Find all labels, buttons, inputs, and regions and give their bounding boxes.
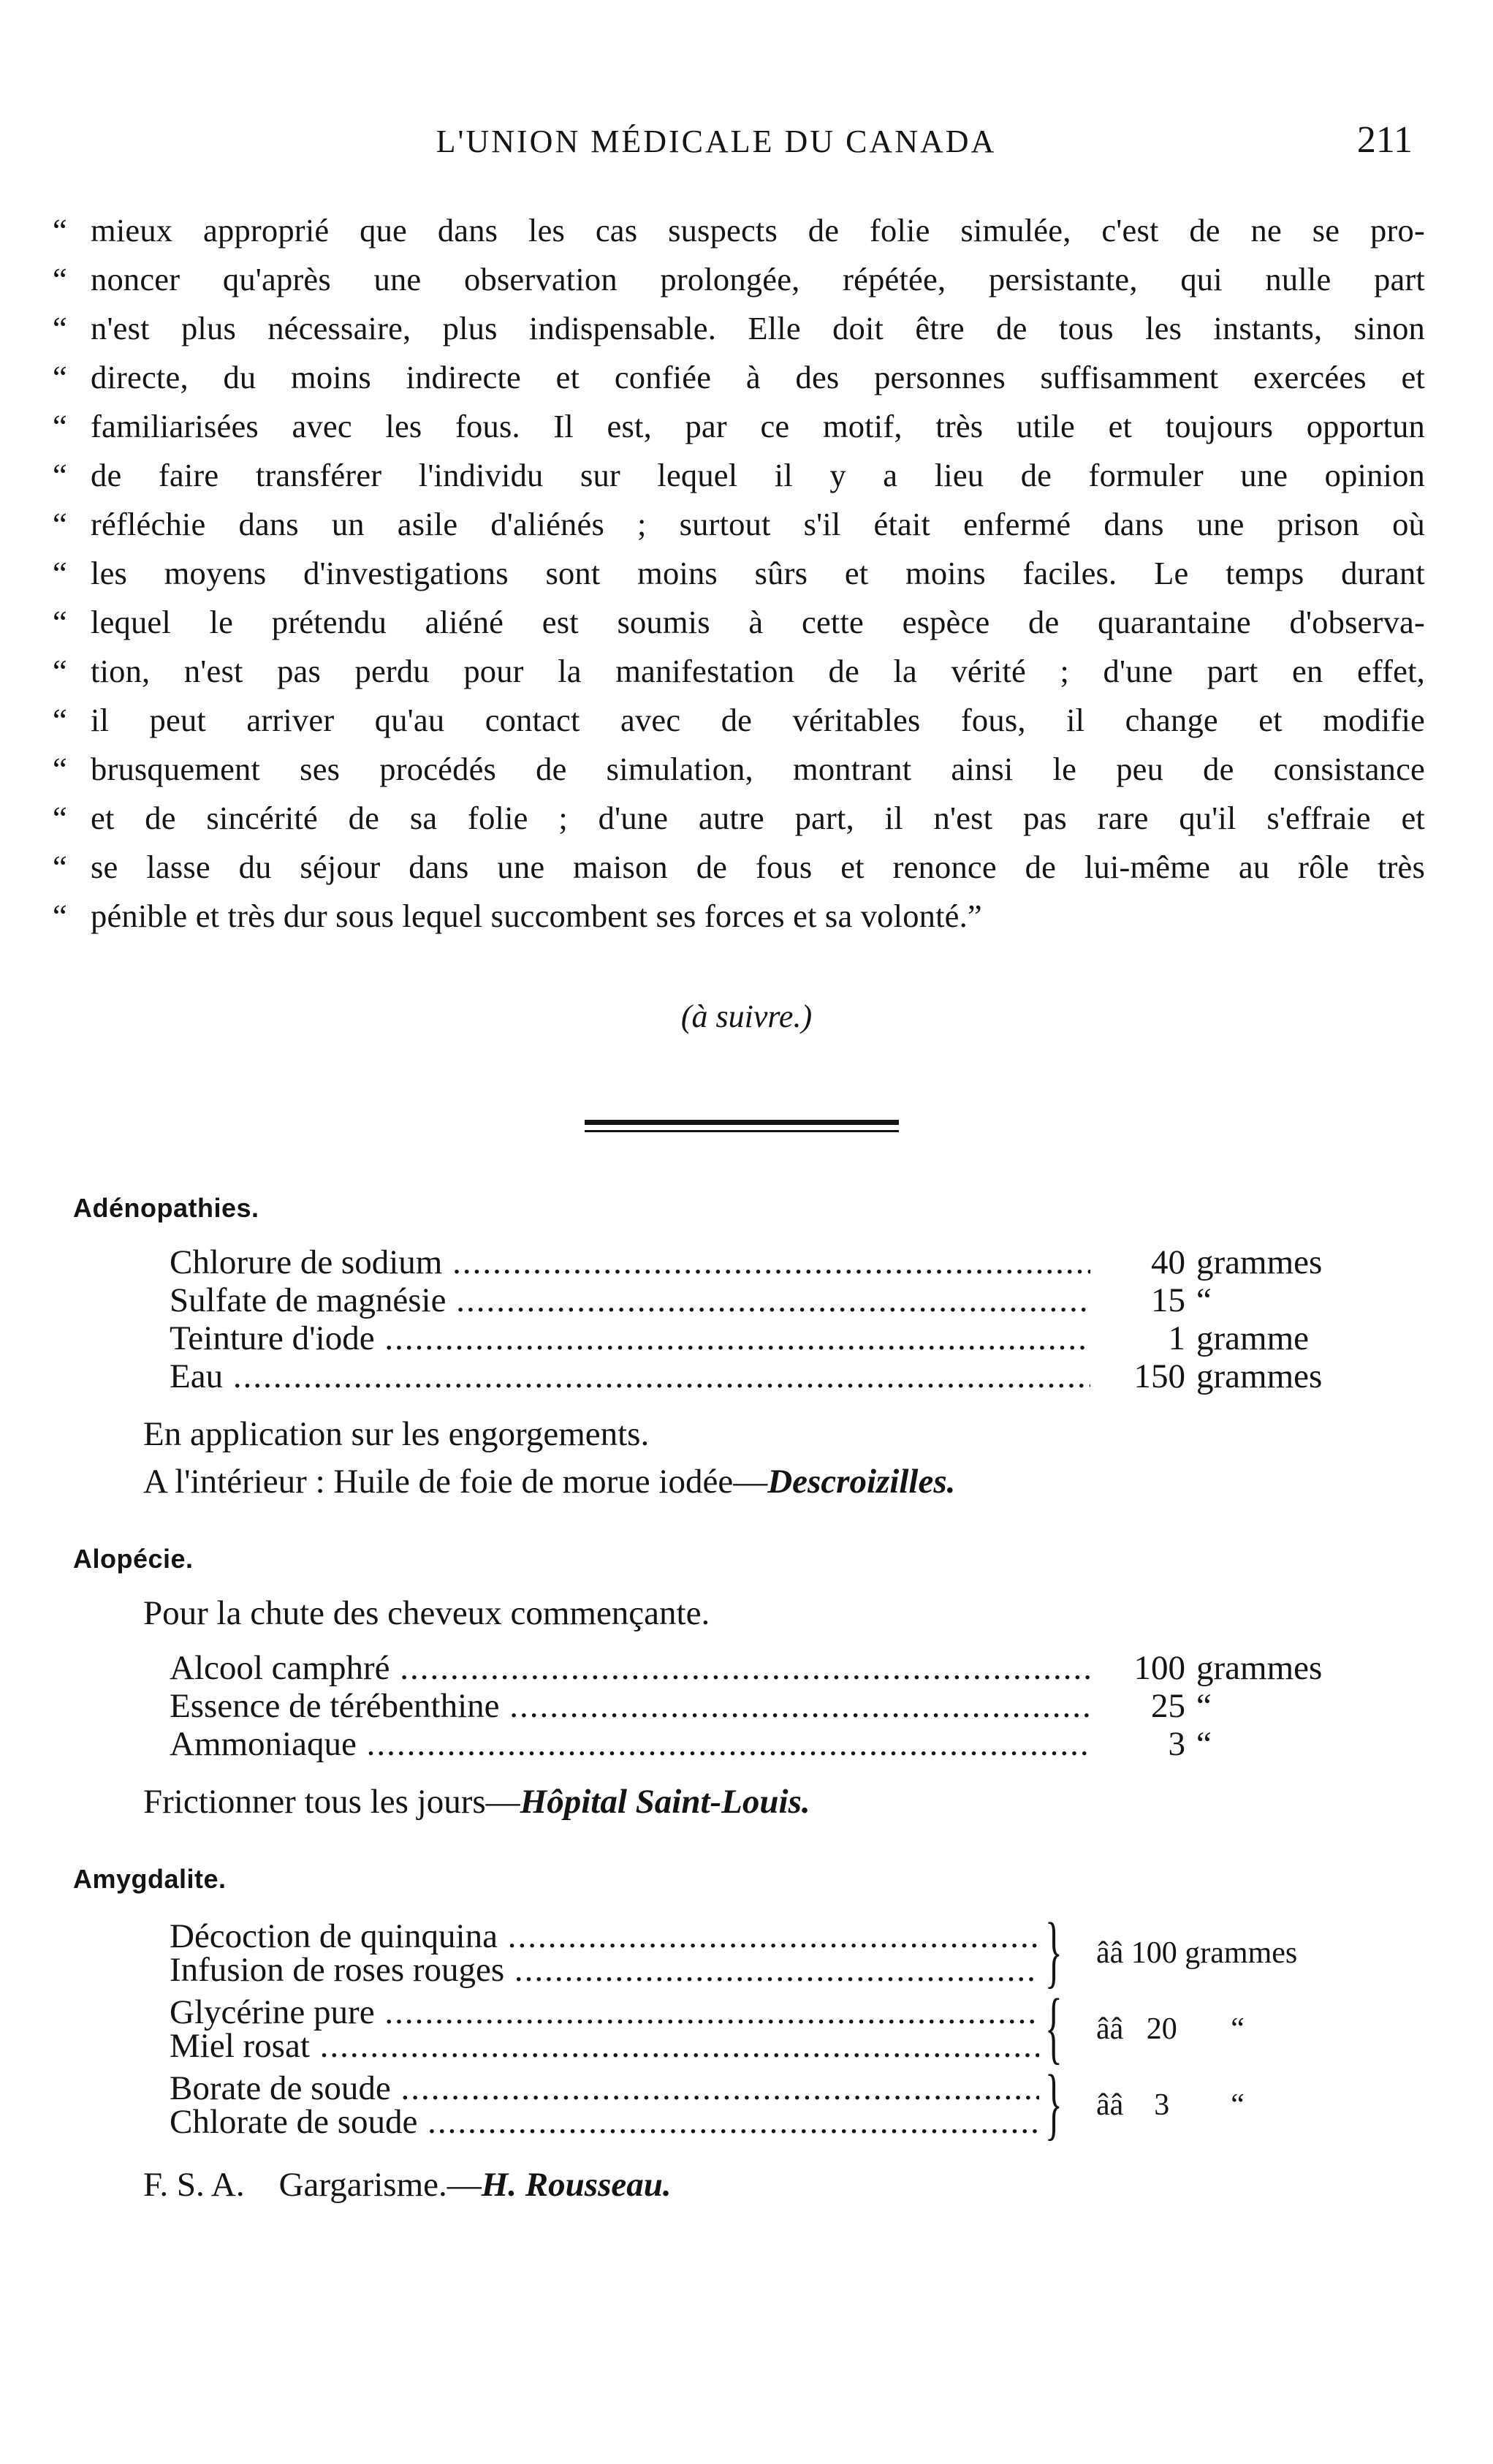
rx-line: [170, 1357, 1323, 1405]
rx-note: [143, 1462, 955, 1501]
running-title: L'UNION MÉDICALE DU CANADA: [436, 124, 997, 159]
quote-mark: “: [53, 212, 67, 249]
quote-text: réfléchie dans un asile d'aliénés ; surtout s'il était enfermé dans une prison où: [91, 506, 1425, 542]
rx-line: [170, 2026, 1039, 2074]
rx-qty: 20: [1146, 2012, 1177, 2046]
rx-unit: “: [1196, 1725, 1212, 1763]
quoted-passage: [53, 206, 1426, 941]
quote-text: de faire transférer l'individu sur lequel il y a lieu de formuler une opinion: [91, 457, 1425, 493]
rx-line: [170, 1950, 1039, 1998]
rx-unit: grammes: [1196, 1649, 1323, 1687]
rx-name: Glycérine pure .....: [170, 1993, 1039, 2032]
rx-name: Alcool camphré .....: [170, 1648, 1090, 1688]
quote-line: [53, 892, 1426, 941]
to-be-continued: (à suivre.): [680, 998, 813, 1034]
rx-unit: “: [1196, 1281, 1212, 1319]
rx-note: [143, 1782, 810, 1822]
quote-text: il peut arriver qu'au contact avec de véritables fous, il change et modifie: [91, 702, 1425, 738]
rx-unit: grammes: [1185, 1936, 1298, 1970]
rx-qty: 100: [1133, 1649, 1185, 1687]
rx-author: Hôpital Saint-Louis.: [520, 1783, 810, 1821]
quote-line: [53, 304, 1426, 353]
rx-name: Décoction de quinquina .....: [170, 1917, 1039, 1956]
quote-text: mieux approprié que dans les cas suspects de folie simulée, c'est de ne se pro-: [91, 212, 1425, 249]
quote-text: tion, n'est pas perdu pour la manifestation de la vérité ; d'une part en effet,: [91, 653, 1425, 689]
brace-left: {: [1045, 1982, 1063, 2071]
rx-unit: grammes: [1196, 1243, 1323, 1281]
rx-line: [170, 2102, 1039, 2150]
page-number: 211: [1356, 119, 1413, 161]
section-divider-thin: [585, 1130, 899, 1132]
rx-note-text: Frictionner tous les jours—: [143, 1783, 520, 1821]
quote-mark: “: [53, 898, 67, 934]
rx-unit: gramme: [1196, 1319, 1309, 1357]
quote-mark: “: [53, 310, 67, 346]
rx-unit: “: [1231, 2012, 1245, 2046]
running-head: [0, 119, 1493, 167]
rx-name: Chlorure de sodium .....: [170, 1243, 1090, 1282]
quote-mark: “: [53, 457, 67, 493]
quote-line: [53, 255, 1426, 304]
quote-mark: “: [53, 702, 67, 738]
aa-mark: ââ: [1096, 2012, 1124, 2046]
quote-line: [53, 745, 1426, 794]
quote-line: [53, 696, 1426, 745]
rx-author: Descroizilles.: [767, 1463, 956, 1501]
rx-author: H. Rousseau.: [481, 2166, 672, 2204]
rx-note: En application sur les engorgements.: [143, 1415, 650, 1453]
rx-intro: Pour la chute des cheveux commençante.: [143, 1594, 710, 1632]
quote-mark: “: [53, 849, 67, 885]
rx-note: [143, 2165, 672, 2205]
quote-text: noncer qu'après une observation prolongée, répétée, persistante, qui nulle part: [91, 261, 1425, 297]
rx-name: Essence de térébenthine .....: [170, 1686, 1090, 1726]
quote-text: brusquement ses procédés de simulation, montrant ainsi le peu de consistance: [91, 751, 1425, 787]
rx-name: Infusion de roses rouges .....: [170, 1950, 1039, 1990]
rx-qty: 25: [1151, 1687, 1185, 1725]
rx-name: Borate de soude .....: [170, 2069, 1039, 2108]
rx-unit: “: [1231, 2088, 1245, 2122]
quote-line: [53, 500, 1426, 549]
heading-amygdalite: Amygdalite.: [73, 1864, 227, 1894]
quote-line: [53, 843, 1426, 892]
quote-line: [53, 402, 1426, 451]
rx-name: Miel rosat .....: [170, 2026, 1039, 2066]
quote-mark: “: [53, 604, 67, 640]
rx-name: Chlorate de soude .....: [170, 2102, 1039, 2142]
rx-qty: 1: [1168, 1319, 1185, 1357]
aa-mark: ââ: [1096, 2088, 1124, 2122]
quote-mark: “: [53, 653, 67, 689]
heading-alopecie: Alopécie.: [73, 1544, 194, 1574]
rx-group-qty: [1096, 2012, 1245, 2047]
rx-qty: 3: [1168, 1725, 1185, 1763]
quote-text: familiarisées avec les fous. Il est, par ce motif, très utile et toujours opportun: [91, 408, 1425, 444]
section-divider-thick: [585, 1120, 899, 1125]
quote-text: n'est plus nécessaire, plus indispensable. Elle doit être de tous les instants, sinon: [91, 310, 1425, 346]
rx-name: Teinture d'iode .....: [170, 1319, 1090, 1358]
quote-line: [53, 647, 1426, 696]
rx-qty: 100: [1131, 1936, 1177, 1970]
quote-line: [53, 598, 1426, 647]
quote-line: [53, 549, 1426, 598]
rx-qty: 40: [1151, 1243, 1185, 1281]
rx-qty: 3: [1154, 2088, 1170, 2122]
quote-text: se lasse du séjour dans une maison de fous et renonce de lui-même au rôle très: [91, 849, 1425, 885]
aa-mark: ââ: [1096, 1936, 1124, 1970]
rx-name: Ammoniaque .....: [170, 1724, 1090, 1764]
quote-mark: “: [53, 408, 67, 444]
rx-note-text: F. S. A. Gargarisme.—: [143, 2166, 482, 2204]
rx-group-qty: [1096, 1936, 1297, 1971]
quote-text: et de sincérité de sa folie ; d'une autre part, il n'est pas rare qu'il s'effraie et: [91, 800, 1425, 836]
brace-right: }: [1045, 1906, 1063, 1995]
quote-line: [53, 451, 1426, 500]
quote-line: [53, 794, 1426, 843]
quote-mark: “: [53, 751, 67, 787]
quote-mark: “: [53, 261, 67, 297]
quote-text: pénible et très dur sous lequel succombent ses forces et sa volonté.”: [91, 898, 982, 934]
quote-text: les moyens d'investigations sont moins sûrs et moins faciles. Le temps durant: [91, 555, 1425, 591]
rx-qty: 15: [1151, 1281, 1185, 1319]
quote-mark: “: [53, 359, 67, 395]
rx-group-qty: [1096, 2088, 1245, 2123]
heading-adenopathies: Adénopathies.: [73, 1193, 259, 1223]
quote-text: lequel le prétendu aliéné est soumis à cette espèce de quarantaine d'observa-: [91, 604, 1425, 640]
rx-name: Eau .....: [170, 1357, 1090, 1396]
quote-line: [53, 353, 1426, 402]
brace-right: }: [1045, 2058, 1063, 2148]
rx-unit: “: [1196, 1687, 1212, 1725]
quote-mark: “: [53, 555, 67, 591]
quote-mark: “: [53, 800, 67, 836]
rx-note-text: A l'intérieur : Huile de foie de morue iodée—: [143, 1463, 768, 1501]
rx-qty: 150: [1133, 1357, 1185, 1395]
rx-unit: grammes: [1196, 1357, 1323, 1395]
quote-text: directe, du moins indirecte et confiée à des personnes suffisamment exercées et: [91, 359, 1425, 395]
quote-line: [53, 206, 1426, 255]
rx-line: [170, 1724, 1212, 1773]
quote-mark: “: [53, 506, 67, 542]
rx-name: Sulfate de magnésie .....: [170, 1281, 1090, 1320]
